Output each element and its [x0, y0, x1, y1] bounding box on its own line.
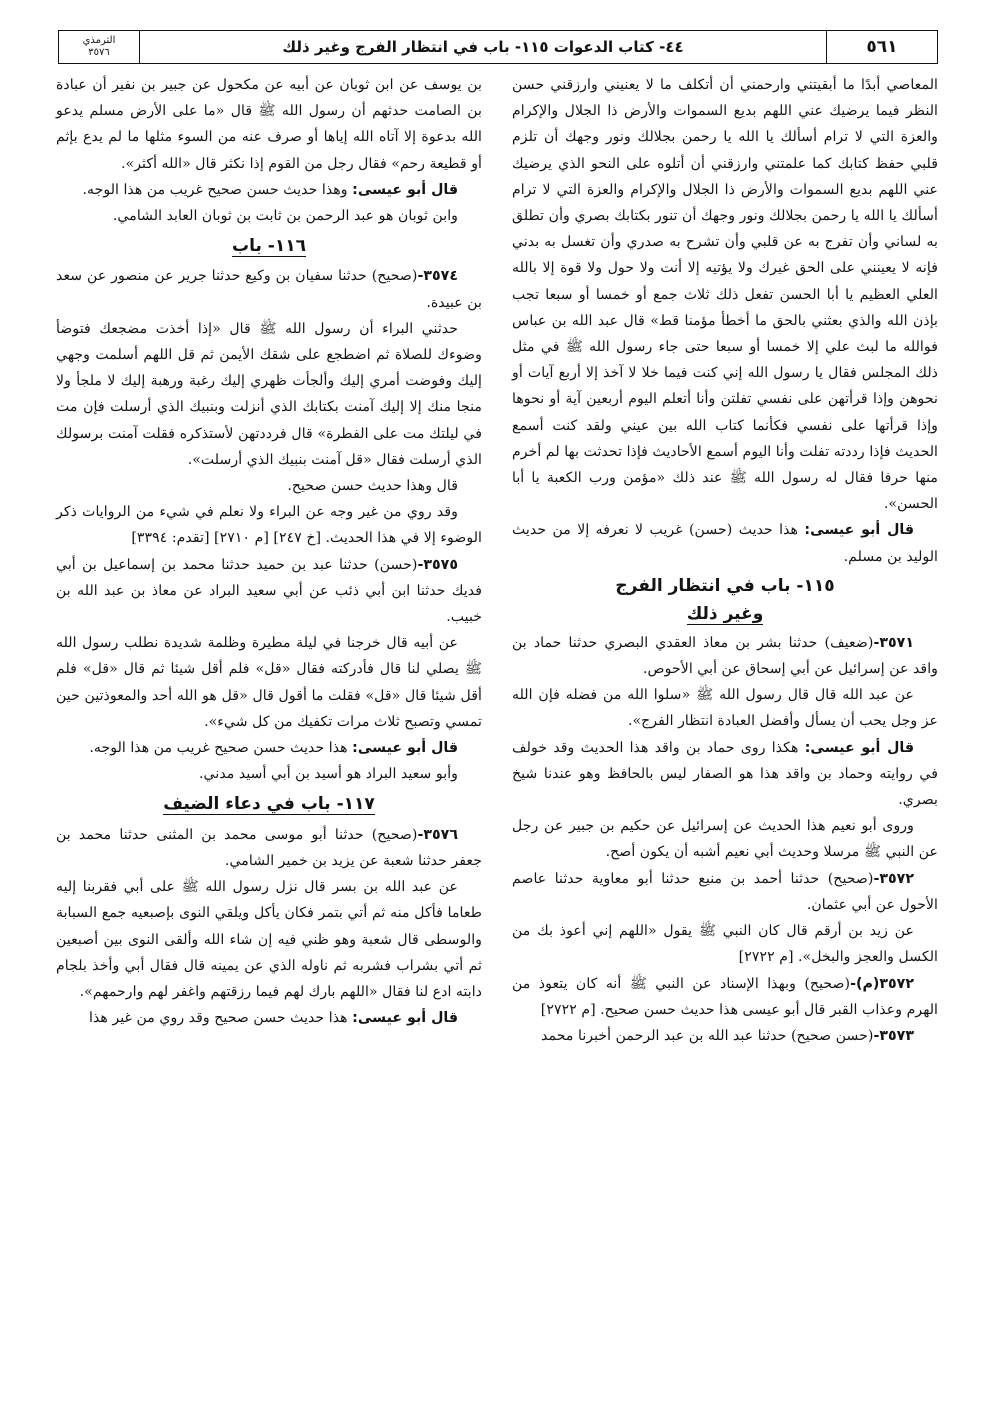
chapter-heading-117: [56, 791, 482, 817]
abu-isa-comment: [56, 735, 482, 761]
abu-isa-text: هكذا روى حماد بن واقد هذا الحديث وقد خولف في روايته وحماد بن واقد هذا هو الصفار ليس بالحافظ وهو عندنا شيخ بصري.: [512, 739, 938, 809]
right-column: [512, 72, 938, 1049]
chapter-heading-text: ١١٦- باب: [232, 236, 306, 257]
hadith-number: ٣٥٧٢-: [873, 870, 914, 887]
hadith-isnad-text: (صحيح) حدثنا أبو موسى محمد بن المثنى حدثنا محمد بن جعفر حدثنا شعبة عن يزيد بن خمير الشامي.: [56, 826, 482, 869]
hadith-isnad-text: (صحيح) حدثنا سفيان بن وكيع حدثنا جرير عن منصور عن سعد بن عبيدة.: [56, 268, 482, 311]
page-header: [58, 30, 938, 64]
hadith-number: ٣٥٧٣-: [873, 1027, 914, 1044]
abu-isa-comment: [56, 1005, 482, 1031]
hadith-3576-isnad: [56, 822, 482, 874]
hadith-isnad-text: (ضعيف) حدثنا بشر بن معاذ العقدي البصري حدثنا حماد بن واقد عن إسرائيل عن أبي إسحاق عن أبي الأحوص.: [512, 634, 938, 678]
hadith-number: ٣٥٧٢(م)-: [850, 975, 914, 992]
hadith-number: ٣٥٧٤-: [417, 268, 458, 285]
hadith-number: ٣٥٧٥-: [417, 556, 458, 573]
header-title: ٤٤- كتاب الدعوات ١١٥- باب في انتظار الفرج وغير ذلك: [140, 31, 827, 63]
hadith-3572-isnad: [512, 866, 938, 918]
abu-isa-text: هذا حديث حسن صحيح غريب من هذا الوجه.: [89, 740, 353, 757]
paragraph-continuation: بن يوسف عن ابن ثوبان عن أبيه عن مكحول عن جبير بن نفير أن عبادة بن الصامت حدثهم أن رسول الله ﷺ قال «ما على الأرض مسلم يدعو الله بدعوة إلا آتاه الله إياها أو صرف عنه من السوء مثلها ما لم يدع بإثم أو قطيعة رحم» فقال رجل من القوم إذا نكثر قال «الله أكثر».: [56, 77, 482, 172]
hadith-3576-matn: عن عبد الله بن بسر قال نزل رسول الله ﷺ على أبي فقربنا إليه طعاما فأكل منه ثم أتي بتمر فكان يأكل ويلقي النوى بإصبعيه جمع السبابة والوسطى قال شعبة وهو ظني فيه إن شاء الله وألقى النوى بين أصبعين ثم أتي بشراب فشربه ثم ناوله الذي عن يمينه قال فقال أبي وأخذ بلجام دابته ادع لنا فقال «اللهم بارك لهم فيما رزقتهم واغفر لهم وارحمهم».: [56, 879, 482, 1000]
header-book-name: الترمذي: [82, 35, 116, 46]
hadith-3574-isnad: [56, 263, 482, 315]
chapter-heading-text: ١١٧- باب في دعاء الضيف: [163, 794, 375, 815]
abu-isa-text: هذا حديث حسن صحيح وقد روي من غير هذا: [89, 1010, 353, 1027]
chapter-heading-line1: ١١٥- باب في انتظار الفرج: [615, 575, 835, 596]
hadith-3571-matn: عن عبد الله قال قال رسول الله ﷺ «سلوا الله من فضله فإن الله عز وجل يحب أن يسأل وأفضل العبادة انتظار الفرج».: [512, 687, 938, 730]
chapter-heading-116: [56, 233, 482, 259]
hadith-3575-matn: عن أبيه قال خرجنا في ليلة مطيرة وظلمة شديدة نطلب رسول الله ﷺ يصلي لنا قال فأدركته فقال «قل» فلم أقل شيئا ثم قال «قل» فلم أقل شيئا قال «قل» فقلت ما أقول قال «قل هو الله أحد والمعوذتين حين تمسي وتصبح ثلاث مرات تكفيك من كل شيء».: [56, 635, 482, 730]
header-book-ref: [59, 31, 140, 63]
paragraph-dua-text: المعاصي أبدًا ما أبقيتني وارحمني أن أتكلف ما لا يعنيني وارزقني حسن النظر فيما يرضيك عني اللهم بديع السموات والأرض ذا الجلال والإكرام والعزة التي لا ترام أسألك يا الله يا رحمن بجلالك ونور وجهك أن تلزم قلبي حفظ كتابك كما علمتني وارزقني أن أتلوه على النحو الذي يرضيك عني اللهم بديع السموات والأرض ذا الجلال والإكرام والعزة التي لا ترام أسألك يا الله يا رحمن بجلالك ونور وجهك أن تنور بكتابك بصري وأن تطلق به لساني وأن تفرج به عن قلبي وأن تشرح به صدري وأن تغسل به بدني فإنه لا يعينني على الحق غيرك ولا يؤتيه إلا أنت ولا حول ولا قوة إلا بالله العلي العظيم يا أبا الحسن تفعل ذلك ثلاث جمع أو خمسا أو سبعا تجب بإذن الله والذي بعثني بالحق ما أخطأ مؤمنا قط» قال عبد الله بن عباس فوالله ما لبث علي إلا خمسا أو سبعا حتى جاء رسول الله ﷺ في مثل ذلك المجلس فقال يا رسول الله إني كنت فيما خلا لا آخذ إلا أربع آيات أو نحوهن وإذا قرأتهن على نفسي تفلتن وأنا أتعلم اليوم أربعين آية أو نحوها وإذا قرأتها على نفسي فكأنما كتاب الله بين عيني ولقد كنت أسمع الحديث فإذا رددته تفلت وأنا اليوم أسمع الأحاديث فإذا تحدثت بها لم أخرم منها حرفا فقال له رسول الله ﷺ عند ذلك «مؤمن ورب الكعبة يا أبا الحسن».: [512, 77, 938, 513]
left-column: [56, 72, 482, 1031]
hadith-3575-isnad: [56, 552, 482, 631]
abu-isa-label: قال أبو عيسى:: [804, 739, 915, 756]
hadith-isnad-text: (صحيح) حدثنا أحمد بن منيع حدثنا أبو معاوية حدثنا عاصم الأحول عن أبي عثمان.: [512, 870, 938, 913]
hadith-number: ٣٥٧٦-: [417, 826, 458, 843]
hadith-3573-isnad: [512, 1023, 938, 1049]
abu-isa-comment: [512, 517, 938, 569]
chapter-heading-115: [512, 572, 938, 628]
abu-isa-comment: [512, 735, 938, 814]
hadith-number: ٣٥٧١-: [873, 634, 914, 651]
hadith-isnad-text: (صحيح) وبهذا الإسناد عن النبي ﷺ أنه كان يتعوذ من الهرم وعذاب القبر قال أبو عيسى هذا حديث حسن صحيح. [م ٢٧٢٢]: [512, 975, 938, 1018]
paragraph-hasan: قال وهذا حديث حسن صحيح.: [287, 478, 458, 495]
hadith-isnad-text: (حسن صحيح) حدثنا عبد الله بن عبد الرحمن أخبرنا محمد: [541, 1027, 874, 1044]
abu-isa-comment: [56, 177, 482, 203]
abu-isa-label: قال أبو عيسى:: [804, 522, 914, 539]
abu-isa-text: هذا حديث (حسن) غريب لا نعرفه إلا من حديث الوليد بن مسلم.: [512, 522, 938, 565]
header-hadith-range: ٣٥٧٦: [88, 47, 110, 58]
abu-isa-label: قال أبو عيسى:: [352, 1010, 458, 1027]
paragraph-abu-saeed: وأبو سعيد البراد هو أسيد بن أبي أسيد مدني.: [199, 766, 458, 783]
hadith-3571-isnad: [512, 630, 938, 682]
chapter-heading-line2: وغير ذلك: [686, 603, 764, 624]
paragraph-abu-nuaim: وروى أبو نعيم هذا الحديث عن إسرائيل عن حكيم بن جبير عن رجل عن النبي ﷺ مرسلا وحديث أبي نعيم أشبه أن يكون أصح.: [512, 818, 938, 861]
paragraph-ibn-thawban: وابن ثوبان هو عبد الرحمن بن ثابت بن ثوبان العابد الشامي.: [112, 208, 458, 225]
abu-isa-label: قال أبو عيسى:: [352, 740, 458, 757]
hadith-3572-matn: عن زيد بن أرقم قال كان النبي ﷺ يقول «اللهم إني أعوذ بك من الكسل والعجز والبخل». [م ٢٧٢٢]: [512, 923, 938, 966]
hadith-3574-matn: حدثني البراء أن رسول الله ﷺ قال «إذا أخذت مضجعك فتوضأ وضوءك للصلاة ثم اضطجع على شقك الأيمن ثم قل اللهم أسلمت وجهي إليك وفوضت أمري إليك وألجأت ظهري إليك رغبة ورهبة إليك لا ملجأ ولا منجا منك إلا إليك آمنت بكتابك الذي أنزلت وبنبيك الذي أرسلت فإن مت في ليلتك مت على الفطرة» قال فرددتهن لأستذكره فقلت آمنت برسولك الذي أرسلت فقال «قل آمنت بنبيك الذي أرسلت».: [56, 320, 482, 468]
abu-isa-text: وهذا حديث حسن صحيح غريب من هذا الوجه.: [82, 181, 353, 198]
abu-isa-label: قال أبو عيسى:: [352, 181, 458, 198]
hadith-3572m: [512, 971, 938, 1023]
hadith-isnad-text: (حسن) حدثنا عبد بن حميد حدثنا محمد بن إسماعيل بن أبي فديك حدثنا ابن أبي ذئب عن أبي سعيد البراد عن معاذ بن عبد الله بن خبيب.: [56, 556, 482, 626]
page-number: ٥٦١: [866, 37, 898, 57]
paragraph-ruwiya: وقد روي من غير وجه عن البراء ولا نعلم في شيء من الروايات ذكر الوضوء إلا في هذا الحديث. [خ ٢٤٧] [م ٢٧١٠] [تقدم: ٣٣٩٤]: [56, 504, 482, 547]
